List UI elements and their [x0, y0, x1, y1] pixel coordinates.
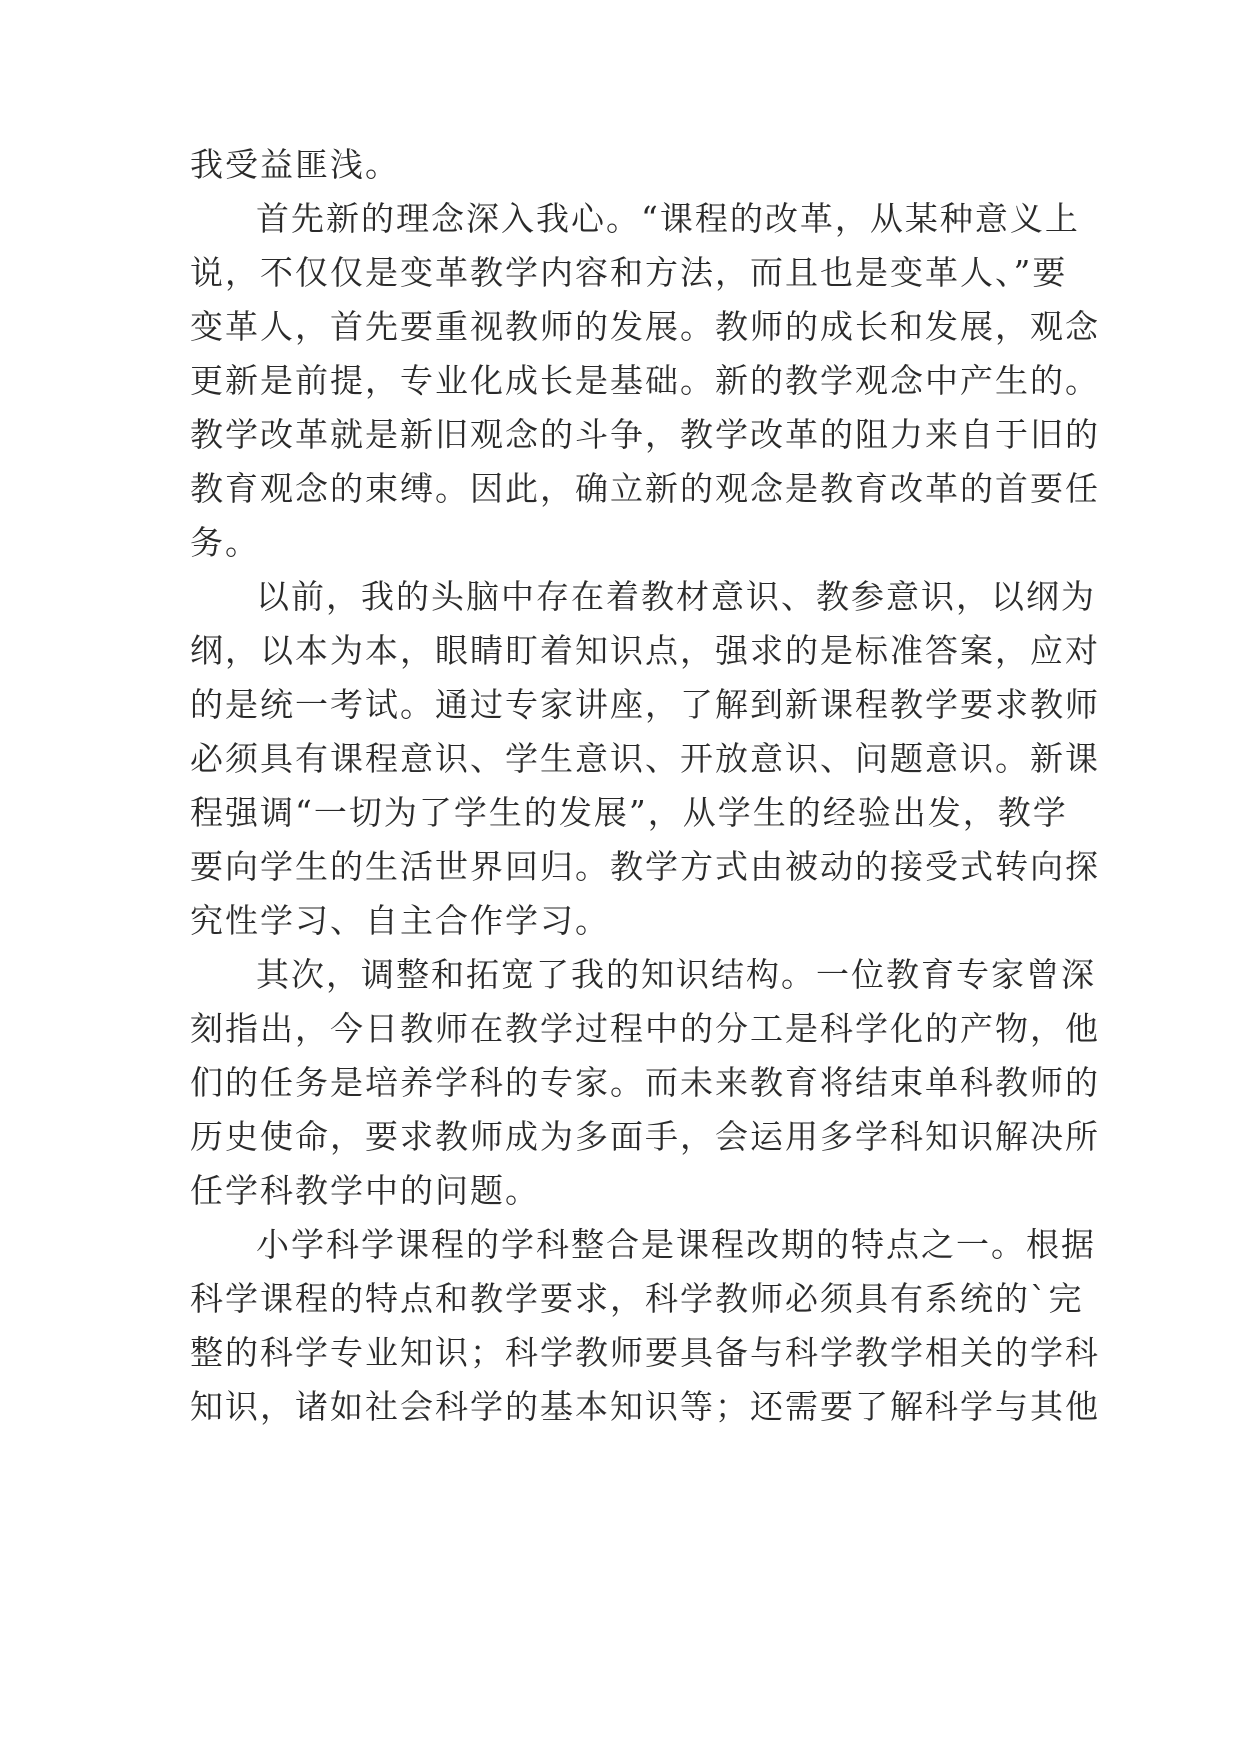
- text-line: 教育观念的束缚。因此，确立新的观念是教育改革的首要任: [190, 469, 1100, 508]
- text-line: 整的科学专业知识；科学教师要具备与科学教学相关的学科: [190, 1333, 1100, 1372]
- text-line: 历史使命，要求教师成为多面手，会运用多学科知识解决所: [190, 1117, 1100, 1156]
- text-line: 我受益匪浅。: [190, 145, 400, 184]
- text-line: 变革人，首先要重视教师的发展。教师的成长和发展，观念: [190, 307, 1100, 346]
- text-line: 们的任务是培养学科的专家。而未来教育将结束单科教师的: [190, 1063, 1100, 1102]
- paragraph-first-line: 首先新的理念深入我心。“课程的改革，从某种意义上: [256, 199, 1080, 238]
- text-line: 究性学习、自主合作学习。: [190, 901, 610, 940]
- text-line: 务。: [190, 523, 260, 562]
- text-line: 必须具有课程意识、学生意识、开放意识、问题意识。新课: [190, 739, 1100, 778]
- text-line: 任学科教学中的问题。: [190, 1171, 540, 1210]
- text-line: 要向学生的生活世界回归。教学方式由被动的接受式转向探: [190, 847, 1100, 886]
- text-line: 知识，诸如社会科学的基本知识等；还需要了解科学与其他: [190, 1387, 1100, 1426]
- text-line: 科学课程的特点和教学要求，科学教师必须具有系统的`完: [190, 1279, 1084, 1318]
- paragraph-first-line: 其次，调整和拓宽了我的知识结构。一位教育专家曾深: [256, 955, 1096, 994]
- paragraph-first-line: 以前，我的头脑中存在着教材意识、教参意识，以纲为: [256, 577, 1096, 616]
- text-line: 教学改革就是新旧观念的斗争，教学改革的阻力来自于旧的: [190, 415, 1100, 454]
- text-line: 刻指出，今日教师在教学过程中的分工是科学化的产物，他: [190, 1009, 1100, 1048]
- text-line: 纲，以本为本，眼睛盯着知识点，强求的是标准答案，应对: [190, 631, 1100, 670]
- text-line: 的是统一考试。通过专家讲座，了解到新课程教学要求教师: [190, 685, 1100, 724]
- text-line: 更新是前提，专业化成长是基础。新的教学观念中产生的。: [190, 361, 1100, 400]
- text-line: 说，不仅仅是变革教学内容和方法，而且也是变革人、”要: [190, 253, 1068, 292]
- paragraph-first-line: 小学科学课程的学科整合是课程改期的特点之一。根据: [256, 1225, 1096, 1264]
- text-line: 程强调“一切为了学生的发展”，从学生的经验出发，教学: [190, 793, 1068, 832]
